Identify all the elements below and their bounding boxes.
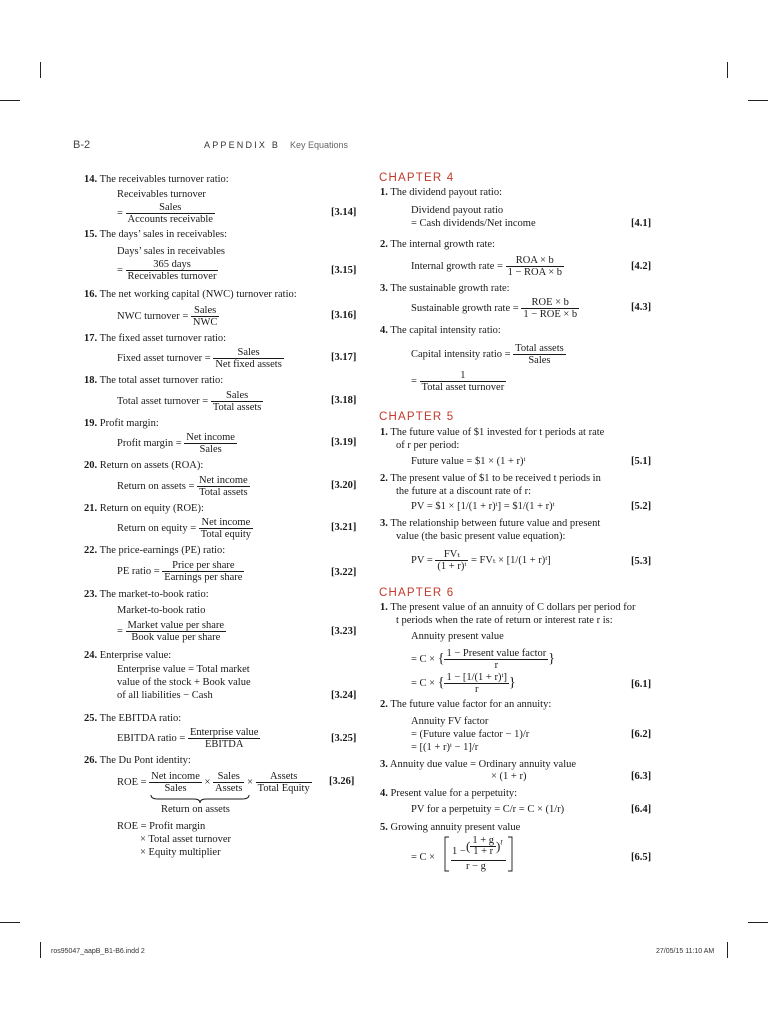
crop-mark <box>0 100 20 101</box>
ch4-item-4-formula2: = $\frac{1}{\text{Total asset turnover}}$ <box>411 370 505 393</box>
item-14: 14. The receivables turnover ratio: <box>84 174 229 185</box>
footer-timestamp: 27/05/15 11:10 AM <box>656 948 715 955</box>
appendix-label: APPENDIX B <box>204 140 281 150</box>
eq-ref: [3.20] <box>331 480 357 491</box>
crop-mark <box>727 942 728 958</box>
item-26-formula: ROE = $\frac{\text{Net income}}{\text{Sales}}$ × $\frac{\text{Sales}}{\text{Assets}}$ × $\frac{\text{Assets}}{\text{Total Equity}}$ <box>117 771 310 794</box>
ch4-item-4: 4. The capital intensity ratio: <box>380 325 501 336</box>
ch4-item-3: 3. The sustainable growth rate: <box>380 283 510 294</box>
item-24-line1: Enterprise value = Total market <box>117 664 250 675</box>
eq-ref: [6.2] <box>631 729 652 740</box>
eq-ref: [3.15] <box>331 265 357 276</box>
eq-ref: [3.24] <box>331 690 357 701</box>
eq-ref: [5.2] <box>631 501 652 512</box>
eq-ref: [3.14] <box>331 207 357 218</box>
ch4-item-1: 1. The dividend payout ratio: <box>380 187 502 198</box>
ch6-item-5-one: 1 − <box>452 846 466 857</box>
appendix-title: Key Equations <box>290 140 349 150</box>
ch5-item-2-cont: the future at a discount rate of r: <box>396 486 531 497</box>
eq-ref: [4.3] <box>631 302 652 313</box>
item-25-formula: EBITDA ratio = $\frac{\text{Enterprise value}}{\text{EBITDA}}$ <box>117 727 259 750</box>
eq-ref: [4.2] <box>631 261 652 272</box>
ch6-item-5-growth-fraction: ( $\frac{1 + g}{1 + r}$ )$^t$ <box>466 835 503 857</box>
ch6-item-2: 2. The future value factor for an annuity: <box>380 699 552 710</box>
item-17-formula: Fixed asset turnover = $\frac{\text{Sales}}{\text{Net fixed assets}}$ <box>117 347 282 370</box>
bracket-right <box>507 836 513 872</box>
eq-ref: [3.19] <box>331 437 357 448</box>
ch4-item-4-formula1: Capital intensity ratio = $\frac{\text{Total assets}}{\text{Sales}}$ <box>411 343 564 366</box>
item-19-formula: Profit margin = $\frac{\text{Net income}}{\text{Sales}}$ <box>117 432 235 455</box>
item-14-formula: = $\frac{\text{Sales}}{\text{Accounts receivable}}$ <box>117 202 213 225</box>
item-20-formula: Return on assets = $\frac{\text{Net income}}{\text{Total assets}}$ <box>117 475 248 498</box>
ch5-item-2-formula: PV = $1 × [1/(1 + r)ᵗ] = $1/(1 + r)ᵗ <box>411 501 555 512</box>
ch4-item-1-line2: = Cash dividends/Net income <box>411 218 536 229</box>
ch6-item-2-line3: = [(1 + r)ᵗ − 1]/r <box>411 742 479 753</box>
ch6-item-1-label: Annuity present value <box>411 631 504 642</box>
ch5-item-1-formula: Future value = $1 × (1 + r)ᵗ <box>411 456 526 467</box>
item-23-formula: = $\frac{\text{Market value per share}}{\text{Book value per share}}$ <box>117 620 225 643</box>
ch5-item-2: 2. The present value of $1 to be received t periods in <box>380 473 601 484</box>
ch4-item-1-line1: Dividend payout ratio <box>411 205 504 216</box>
item-23: 23. The market-to-book ratio: <box>84 589 209 600</box>
item-18-formula: Total asset turnover = $\frac{\text{Sales}}{\text{Total assets}}$ <box>117 390 262 413</box>
ch6-item-3-cont: × (1 + r) <box>491 771 527 782</box>
underbrace <box>150 794 250 804</box>
item-15: 15. The days’ sales in receivables: <box>84 229 228 240</box>
item-25: 25. The EBITDA ratio: <box>84 713 182 724</box>
eq-ref: [3.18] <box>331 395 357 406</box>
eq-ref: [6.3] <box>631 771 652 782</box>
crop-mark <box>727 62 728 78</box>
item-26: 26. The Du Pont identity: <box>84 755 191 766</box>
item-24: 24. Enterprise value: <box>84 650 172 661</box>
eq-ref: [6.4] <box>631 804 652 815</box>
eq-ref: [3.21] <box>331 522 357 533</box>
ch6-item-1: 1. The present value of an annuity of C dollars per period for <box>380 602 636 613</box>
eq-ref: [3.16] <box>331 310 357 321</box>
ch5-item-1-cont: of r per period: <box>396 440 460 451</box>
crop-mark <box>0 922 20 923</box>
item-18: 18. The total asset turnover ratio: <box>84 375 224 386</box>
item-16: 16. The net working capital (NWC) turnover ratio: <box>84 289 297 300</box>
item-26-line1: ROE = Profit margin <box>117 821 206 832</box>
item-24-line3: of all liabilities − Cash <box>117 690 213 701</box>
chapter-5-heading: CHAPTER 5 <box>379 411 455 423</box>
eq-ref: [3.17] <box>331 352 357 363</box>
ch4-item-3-formula: Sustainable growth rate = $\frac{\text{ROE × b}}{\text{1 − ROE × b}}$ <box>411 297 578 320</box>
item-22: 22. The price-earnings (PE) ratio: <box>84 545 226 556</box>
page-number: B-2 <box>73 139 91 151</box>
item-16-formula: NWC turnover = $\frac{\text{Sales}}{\text{NWC}}$ <box>117 305 218 328</box>
item-21: 21. Return on equity (ROE): <box>84 503 204 514</box>
ch6-item-1-formula2: = C × { $\frac{\text{1 − [1/(1 + r)ᵗ]}}{r}$ } <box>411 672 516 695</box>
item-24-line2: value of the stock + Book value <box>117 677 251 688</box>
item-15-label: Days’ sales in receivables <box>117 246 225 257</box>
ch6-item-1-cont: t periods when the rate of return or interest rate r is: <box>396 615 613 626</box>
footer-file: ros95047_aapB_B1-B6.indd 2 <box>51 948 145 955</box>
item-14-label: Receivables turnover <box>117 189 206 200</box>
chapter-6-heading: CHAPTER 6 <box>379 587 455 599</box>
eq-ref: [3.23] <box>331 626 357 637</box>
crop-mark <box>40 62 41 78</box>
eq-ref: [5.1] <box>631 456 652 467</box>
ch4-item-2: 2. The internal growth rate: <box>380 239 495 250</box>
bracket-left <box>444 836 450 872</box>
eq-ref: [3.25] <box>331 733 357 744</box>
eq-ref: [6.5] <box>631 852 652 863</box>
chapter-4-heading: CHAPTER 4 <box>379 172 455 184</box>
underbrace-label: Return on assets <box>161 804 230 815</box>
ch6-item-5: 5. Growing annuity present value <box>380 822 521 833</box>
ch5-item-1: 1. The future value of $1 invested for t periods at rate <box>380 427 605 438</box>
item-23-label: Market-to-book ratio <box>117 605 206 616</box>
item-17: 17. The fixed asset turnover ratio: <box>84 333 227 344</box>
crop-mark <box>748 922 768 923</box>
ch6-item-5-denominator: r − g <box>466 861 486 872</box>
ch6-item-4: 4. Present value for a perpetuity: <box>380 788 518 799</box>
eq-ref: [3.22] <box>331 567 357 578</box>
ch5-item-3-cont: value (the basic present value equation): <box>396 531 566 542</box>
ch6-item-2-line1: Annuity FV factor <box>411 716 489 727</box>
ch5-item-3: 3. The relationship between future value and present <box>380 518 601 529</box>
ch4-item-2-formula: Internal growth rate = $\frac{\text{ROA × b}}{\text{1 − ROA × b}}$ <box>411 255 562 278</box>
eq-ref: [3.26] <box>329 776 355 787</box>
ch6-item-4-formula: PV for a perpetuity = C/r = C × (1/r) <box>411 804 565 815</box>
eq-ref: [4.1] <box>631 218 652 229</box>
ch6-item-2-line2: = (Future value factor − 1)/r <box>411 729 530 740</box>
item-20: 20. Return on assets (ROA): <box>84 460 204 471</box>
eq-ref: [6.1] <box>631 679 652 690</box>
item-19: 19. Profit margin: <box>84 418 159 429</box>
ch5-item-3-formula: PV = $\frac{\text{FVₜ}}{\text{(1 + r)ᵗ}}$ = FVₜ × [1/(1 + r)ᵗ] <box>411 549 551 572</box>
item-26-line2: × Total asset turnover <box>140 834 232 845</box>
crop-mark <box>40 942 41 958</box>
item-22-formula: PE ratio = $\frac{\text{Price per share}}{\text{Earnings per share}}$ <box>117 560 243 583</box>
ch6-item-5-eq: = C × <box>411 852 436 863</box>
item-15-formula: = $\frac{\text{365 days}}{\text{Receivables turnover}}$ <box>117 259 217 282</box>
ch6-item-1-formula1: = C × { $\frac{\text{1 − Present value factor}}{r}$ } <box>411 648 556 671</box>
item-26-line3: × Equity multiplier <box>140 847 221 858</box>
ch6-item-3: 3. Annuity due value = Ordinary annuity value <box>380 759 577 770</box>
item-21-formula: Return on equity = $\frac{\text{Net income}}{\text{Total equity}}$ <box>117 517 252 540</box>
eq-ref: [5.3] <box>631 556 652 567</box>
crop-mark <box>748 100 768 101</box>
